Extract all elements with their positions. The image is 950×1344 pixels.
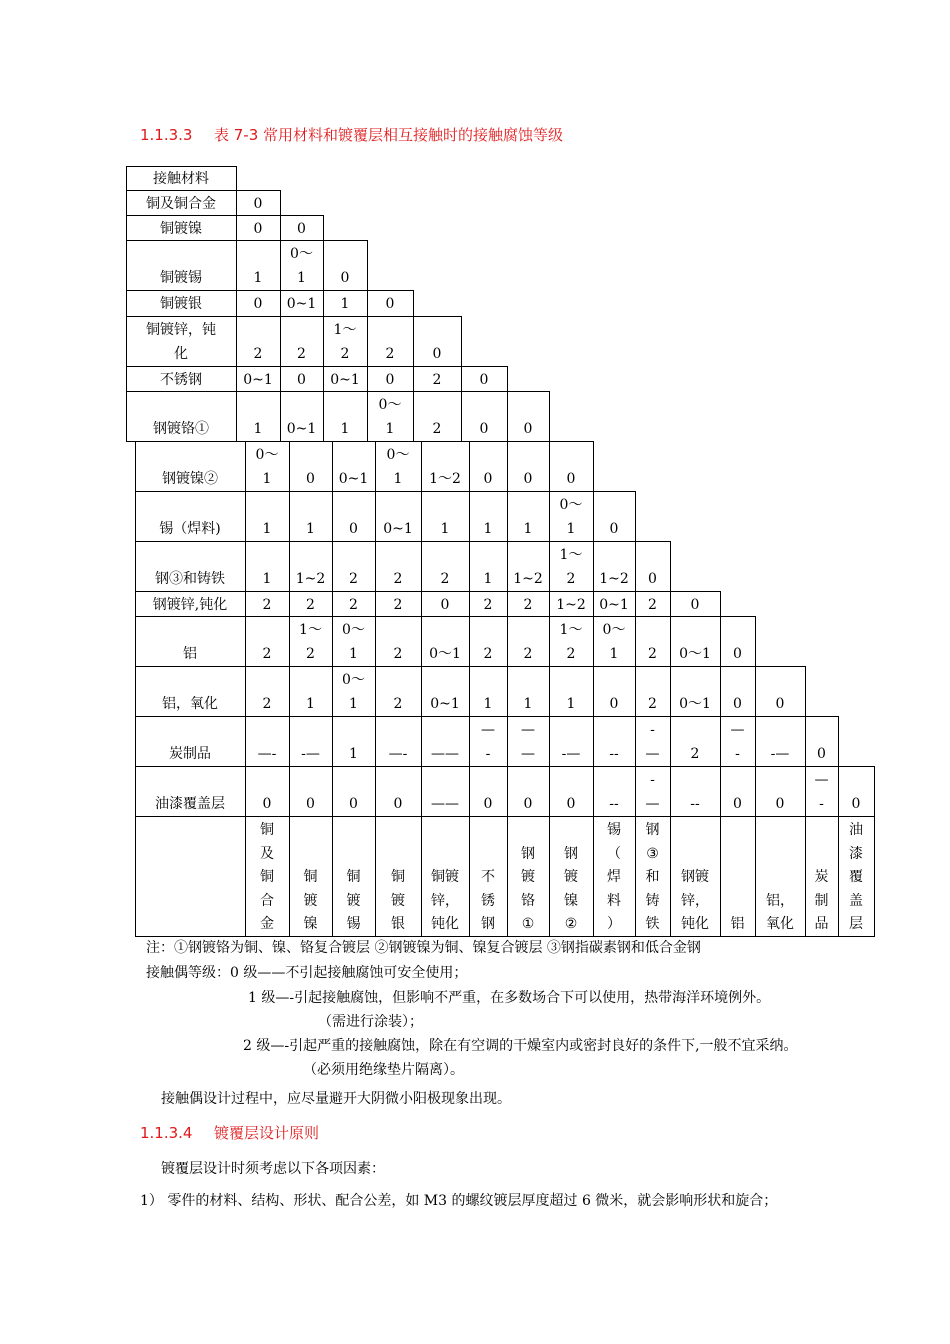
grade-value: 2: [393, 646, 403, 662]
grade-value: -: [650, 722, 655, 738]
grade-value: 0: [306, 471, 315, 487]
grade-value: ——: [431, 796, 459, 812]
grade-value: 0: [253, 220, 263, 237]
col-header-label: 铜: [260, 869, 274, 885]
grade-value: 2: [523, 646, 533, 662]
col-header-label: ①: [521, 916, 535, 932]
col-header-label: 铬: [521, 892, 535, 909]
grade-value: 1: [349, 646, 358, 662]
grade-value: 1: [483, 696, 493, 712]
col-header-label: 铜: [391, 869, 405, 885]
col-header-label: 镀: [303, 892, 318, 909]
col-header-label: ③: [646, 845, 659, 862]
grade-value: 1: [340, 421, 350, 437]
grade-value: —: [481, 722, 495, 738]
grade-value: 1: [566, 521, 576, 537]
grade-value: 0～: [342, 672, 365, 688]
grade-value: -: [485, 746, 491, 762]
grade-value: 0~1: [383, 521, 413, 537]
grade-value: 0: [253, 296, 263, 312]
grade-value: 1: [523, 521, 533, 537]
col-header-label: 铜: [346, 869, 361, 885]
grade-value: 2: [297, 346, 306, 362]
col-header-label: 品: [814, 916, 829, 932]
col-header-label: 和: [645, 869, 660, 885]
grade-value: 0: [385, 296, 395, 312]
col-header-label: 锌，: [681, 892, 709, 909]
grade-value: 2: [262, 646, 272, 662]
col-header-label: 锡: [607, 822, 621, 838]
col-header-label: 镀: [564, 869, 578, 885]
body-intro: 镀覆层设计时须考虑以下各项因素：: [161, 1161, 385, 1177]
row-label: 炭制品: [169, 746, 211, 762]
col-header-label: 铁: [645, 916, 660, 932]
grade-value: 1: [566, 696, 576, 712]
col-header-label: ②: [564, 916, 578, 932]
grade-value: -—: [561, 746, 581, 762]
grade-value: 2: [690, 746, 700, 762]
grade-value: 0: [262, 796, 272, 812]
col-header-label: 炭: [814, 869, 829, 885]
grade-value: 0: [609, 521, 619, 537]
grade-value: 0~1: [286, 296, 317, 312]
col-header-label: 焊: [607, 869, 621, 885]
grade-value: 2: [340, 346, 350, 362]
row-label: 铜镀银: [160, 296, 202, 312]
section-heading: [140, 1122, 319, 1143]
grade-value: 1～: [299, 622, 322, 638]
col-header-label: 钢: [564, 845, 578, 862]
grade-value: —-: [388, 746, 408, 762]
col-header-label: 钢: [645, 822, 660, 838]
grade-value: 0～: [255, 447, 279, 463]
grade-value: 1: [262, 571, 272, 587]
grade-value: —: [645, 746, 660, 762]
note-grade-2-sub: （必须用绝缘垫片隔离）。: [303, 1062, 464, 1078]
grade-value: 0～: [290, 246, 313, 262]
grade-value: --: [609, 746, 619, 762]
grade-value: 0: [340, 270, 350, 286]
col-header-label: 金: [260, 916, 274, 932]
grade-value: 0～: [378, 397, 402, 413]
grade-value: 2: [385, 346, 395, 362]
grade-value: 0: [523, 471, 533, 487]
grade-value: 2: [566, 646, 576, 662]
grade-value: -—: [770, 746, 790, 762]
row-label: 钢③和铸铁: [155, 571, 225, 587]
grade-value: 1: [483, 571, 493, 587]
col-header-label: 盖: [849, 892, 863, 909]
col-header-label: 镀: [391, 892, 405, 909]
col-header-label: ）: [607, 916, 621, 932]
col-header-label: 锈: [481, 892, 495, 909]
grade-value: 0~1: [338, 471, 369, 487]
grade-value: 0~1: [430, 696, 460, 712]
grade-value: —: [521, 722, 535, 738]
grade-value: 0: [523, 421, 533, 437]
col-header-blank: [135, 816, 246, 937]
grade-value: 0～: [602, 622, 626, 638]
grade-value: 0: [566, 471, 576, 487]
grade-value: 1: [393, 471, 403, 487]
grade-value: 2: [523, 596, 533, 613]
grade-value: 2: [393, 596, 403, 613]
grade-value: 0: [523, 796, 533, 812]
row-label: 锡（焊料): [159, 521, 221, 537]
grade-value: 2: [306, 596, 315, 613]
grade-value: 2: [349, 596, 358, 613]
note-grade-1: 1 级—-引起接触腐蚀，但影响不严重，在多数场合下可以使用，热带海洋环境例外。: [248, 990, 771, 1006]
col-header-label: 铜: [260, 822, 274, 838]
grade-value: 0: [648, 571, 657, 587]
grade-value: 2: [262, 596, 272, 613]
col-header-label: 铸: [645, 892, 660, 909]
grade-value: 2: [432, 371, 442, 388]
grade-value: 2: [349, 571, 358, 587]
section-number: 1.1.3.3: [140, 126, 193, 144]
col-header-label: 镀: [521, 869, 535, 885]
grade-value: —: [521, 746, 535, 762]
grade-value: 2: [306, 646, 315, 662]
grade-value: 0: [566, 796, 576, 812]
row-label: 钢镀铬①: [153, 421, 209, 437]
col-header-label: 银: [391, 916, 405, 932]
grade-value: 0: [297, 220, 306, 237]
col-header-label: 覆: [849, 869, 863, 885]
design-note: 接触偶设计过程中，应尽量避开大阴微小阳极现象出现。: [161, 1091, 511, 1107]
grade-value: —: [814, 772, 829, 788]
col-header-label: 合: [260, 892, 274, 909]
grade-value: 2: [262, 696, 272, 712]
grade-value: 0: [775, 796, 785, 812]
grade-value: 0: [817, 746, 826, 762]
grade-value: —: [730, 722, 745, 738]
note-line: 注：①钢镀铬为铜、镍、铬复合镀层 ②钢镀镍为铜、镍复合镀层 ③钢指碳素钢和低合金钢: [146, 940, 701, 956]
row-label: 铜镀锌，钝: [146, 322, 216, 338]
section-title: 表 7-3 常用材料和镀覆层相互接触时的接触腐蚀等级: [214, 126, 564, 144]
grade-value: 0: [483, 471, 493, 487]
row-label: 铝: [183, 646, 197, 662]
grade-value: 1～: [559, 622, 583, 638]
row-label: 铝，氧化: [162, 696, 218, 712]
grade-value: 0: [483, 796, 493, 812]
row-label: 钢镀锌,钝化: [152, 596, 228, 613]
grade-value: 2: [566, 571, 576, 587]
grade-value: 0～: [386, 447, 410, 463]
grade-value: -—: [301, 746, 320, 762]
grade-value: 0: [775, 696, 785, 712]
grade-value: 1～: [559, 547, 583, 563]
col-header-label: 钝化: [431, 916, 459, 932]
grade-value: 1: [262, 471, 272, 487]
col-header-label: 钝化: [681, 916, 709, 932]
grade-value: 1: [306, 696, 315, 712]
grade-value: 1: [253, 270, 263, 286]
col-header-label: 镍: [303, 916, 318, 932]
grade-value: —-: [257, 746, 277, 762]
grade-value: 0~1: [286, 421, 317, 437]
col-header-label: 镍: [564, 892, 578, 909]
grade-value: 2: [483, 596, 493, 613]
row-label: 铜镀锡: [160, 270, 202, 286]
col-header-label: 铜: [303, 869, 318, 885]
grade-value: 1: [523, 696, 533, 712]
grade-value: 2: [440, 571, 450, 587]
grade-value: 1~2: [556, 596, 586, 613]
note-grade-2: 2 级—-引起严重的接触腐蚀，除在有空调的干燥室内或密封良好的条件下,一般不宜采纳。: [243, 1038, 798, 1054]
grade-value: 2: [393, 696, 403, 712]
grade-value: 0: [733, 796, 742, 812]
row-label: 化: [174, 346, 188, 362]
row-label: 不锈钢: [160, 371, 202, 388]
grade-value: 0: [690, 596, 700, 613]
col-header-label: 铝，: [766, 892, 794, 909]
col-header-label: 漆: [849, 845, 863, 862]
grade-value: 1～: [333, 322, 357, 338]
section-title: 镀覆层设计原则: [214, 1124, 320, 1142]
row-label: 铜镀镍: [160, 220, 202, 237]
grade-value: 0: [253, 195, 263, 212]
col-header-label: 铜镀: [431, 869, 459, 885]
col-header-label: 锡: [346, 916, 361, 932]
col-header-label: （: [607, 845, 621, 862]
grade-value: 2: [648, 696, 657, 712]
grade-value: 2: [648, 646, 657, 662]
grade-value: ——: [431, 746, 459, 762]
grade-value: 2: [253, 346, 263, 362]
col-header-label: 镀: [346, 892, 361, 909]
col-header-label: 钢: [481, 916, 495, 932]
grade-value: 1: [349, 746, 358, 762]
grade-value: 0～1: [679, 646, 711, 662]
col-header-label: 铝: [730, 916, 745, 932]
row-label: 铜及铜合金: [146, 195, 216, 212]
col-header-label: 氧化: [766, 916, 794, 932]
grade-value: 2: [483, 646, 493, 662]
grade-value: 0: [297, 371, 306, 388]
grade-value: 0: [609, 696, 619, 712]
col-header-label: 锌，: [431, 892, 459, 909]
col-header-label: 及: [260, 845, 274, 862]
grade-value: 1: [440, 521, 450, 537]
header-label: 接触材料: [153, 171, 209, 187]
row-label: 钢镀镍②: [162, 471, 218, 487]
grade-value: 0: [393, 796, 403, 812]
col-header-label: 钢: [521, 845, 535, 862]
grade-value: -: [735, 746, 740, 762]
grade-value: 0: [733, 646, 742, 662]
grade-value: 1~2: [599, 571, 629, 587]
grade-value: 2: [432, 421, 442, 437]
grade-value: 0: [385, 371, 395, 388]
grade-value: 2: [648, 596, 657, 613]
col-header-label: 油: [849, 822, 863, 838]
grade-value: -: [819, 796, 824, 812]
grade-value: 0: [349, 521, 358, 537]
grade-value: 1~2: [513, 571, 543, 587]
grade-value: 1: [253, 421, 263, 437]
grade-value: --: [609, 796, 619, 812]
grade-value: 0: [479, 421, 489, 437]
grade-value: 0~1: [330, 371, 360, 388]
grade-value: 0～1: [679, 696, 711, 712]
grade-value: 0~1: [599, 596, 629, 613]
col-header-label: 制: [814, 892, 829, 909]
grade-value: 1: [483, 521, 493, 537]
body-item: 1） 零件的材料、结构、形状、配合公差，如 M3 的螺纹镀层厚度超过 6 微米，就会影响形状和旋合；: [140, 1193, 778, 1209]
grade-value: 1: [385, 421, 395, 437]
grade-value: 0: [479, 371, 489, 388]
grade-value: 1: [609, 646, 619, 662]
grade-value: 0～: [559, 497, 583, 513]
grade-value: 1: [306, 521, 315, 537]
grade-value: 0～1: [429, 646, 461, 662]
grade-value: 0～: [342, 622, 365, 638]
note-grade-1-sub: （需进行涂装）；: [318, 1014, 423, 1030]
col-header-label: 钢镀: [681, 869, 709, 885]
grade-value: 1～2: [429, 471, 461, 487]
grade-value: 0: [851, 796, 861, 812]
grade-value: 0: [432, 346, 442, 362]
section-number: 1.1.3.4: [140, 1124, 193, 1142]
grade-value: —: [645, 796, 660, 812]
note-grade-0: 接触偶等级：0 级——不引起接触腐蚀可安全使用；: [146, 965, 468, 981]
grade-value: 1: [262, 521, 272, 537]
col-header-label: 层: [849, 916, 863, 932]
col-header-label: 料: [607, 892, 621, 909]
grade-value: 0~1: [243, 371, 273, 388]
grade-value: -: [650, 772, 655, 788]
grade-value: 1: [349, 696, 358, 712]
grade-value: 1~2: [295, 571, 326, 587]
grade-value: 0: [733, 696, 742, 712]
grade-value: 1: [297, 270, 306, 286]
grade-value: --: [690, 796, 700, 812]
col-header-label: 不: [481, 869, 495, 885]
row-label: 油漆覆盖层: [155, 796, 225, 812]
grade-value: 0: [306, 796, 315, 812]
grade-value: 1: [340, 296, 350, 312]
grade-value: 0: [349, 796, 358, 812]
grade-value: 0: [440, 596, 450, 613]
grade-value: 2: [393, 571, 403, 587]
